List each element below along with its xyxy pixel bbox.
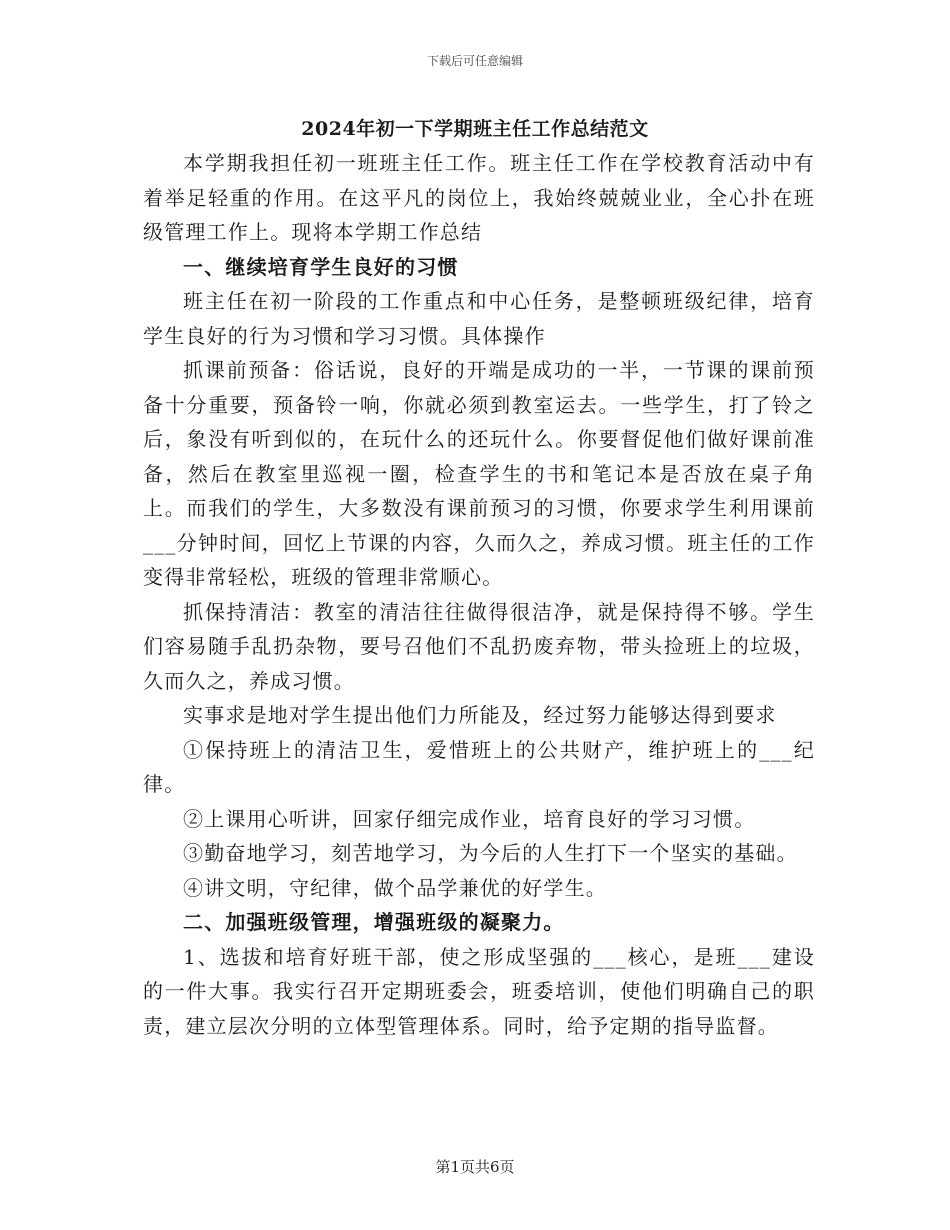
list-item: ④讲文明，守纪律，做个品学兼优的好学生。 — [183, 875, 607, 900]
paragraph: 1、选拔和培育好班干部，使之形成坚强的___核心，是班___建设的一件大事。我实行召开定期班委会，班委培训，使他们明确自己的职责，建立层次分明的立体型管理体系。同时，给予定期的指导监督。 — [143, 944, 815, 1038]
paragraph: 抓课前预备：俗话说，良好的开端是成功的一半，一节课的课前预备十分重要，预备铃一响，你就必须到教室运去。一些学生，打了铃之后，象没有听到似的，在玩什么的还玩什么。你要督促他们做好课前准备，然后在教室里巡视一圈，检查学生的书和笔记本是否放在桌子角上。而我们的学生，大多数没有课前预习的习惯，你要求学生利用课前___分钟时间，回忆上节课的内容，久而久之，养成习惯。班主任的工作变得非常轻松，班级的管理非常顺心。 — [143, 358, 815, 589]
list-item: ①保持班上的清洁卫生，爱惜班上的公共财产，维护班上的___纪律。 — [143, 737, 815, 796]
list-item: ③勤奋地学习，刻苦地学习，为今后的人生打下一个坚实的基础。 — [183, 841, 798, 865]
paragraph: 实事求是地对学生提出他们力所能及，经过努力能够达得到要求 — [183, 703, 777, 727]
paragraph: 抓保持清洁：教室的清洁往往做得很洁净，就是保持得不够。学生们容易随手乱扔杂物，要号召他们不乱扔废弃物，带头捡班上的垃圾，久而久之，养成习惯。 — [143, 599, 815, 693]
document-body — [143, 146, 815, 1043]
page-number: 第1页共6页 — [435, 1158, 515, 1176]
section-heading-1: 一、继续培育学生良好的习惯 — [183, 254, 459, 279]
paragraph: 班主任在初一阶段的工作重点和中心任务，是整顿班级纪律，培育学生良好的行为习惯和学习习惯。具体操作 — [143, 289, 815, 348]
list-item: ②上课用心听讲，回家仔细完成作业，培育良好的学习习惯。 — [183, 806, 756, 831]
page-header-note: 下载后可任意编辑 — [426, 54, 523, 68]
paragraph-intro: 本学期我担任初一班班主任工作。班主任工作在学校教育活动中有着举足轻重的作用。在这平凡的岗位上，我始终兢兢业业，全心扑在班级管理工作上。现将本学期工作总结 — [143, 151, 815, 244]
section-heading-2: 二、加强班级管理，增强班级的凝聚力。 — [183, 910, 565, 934]
document-title: 2024年初一下学期班主任工作总结范文 — [301, 118, 649, 140]
